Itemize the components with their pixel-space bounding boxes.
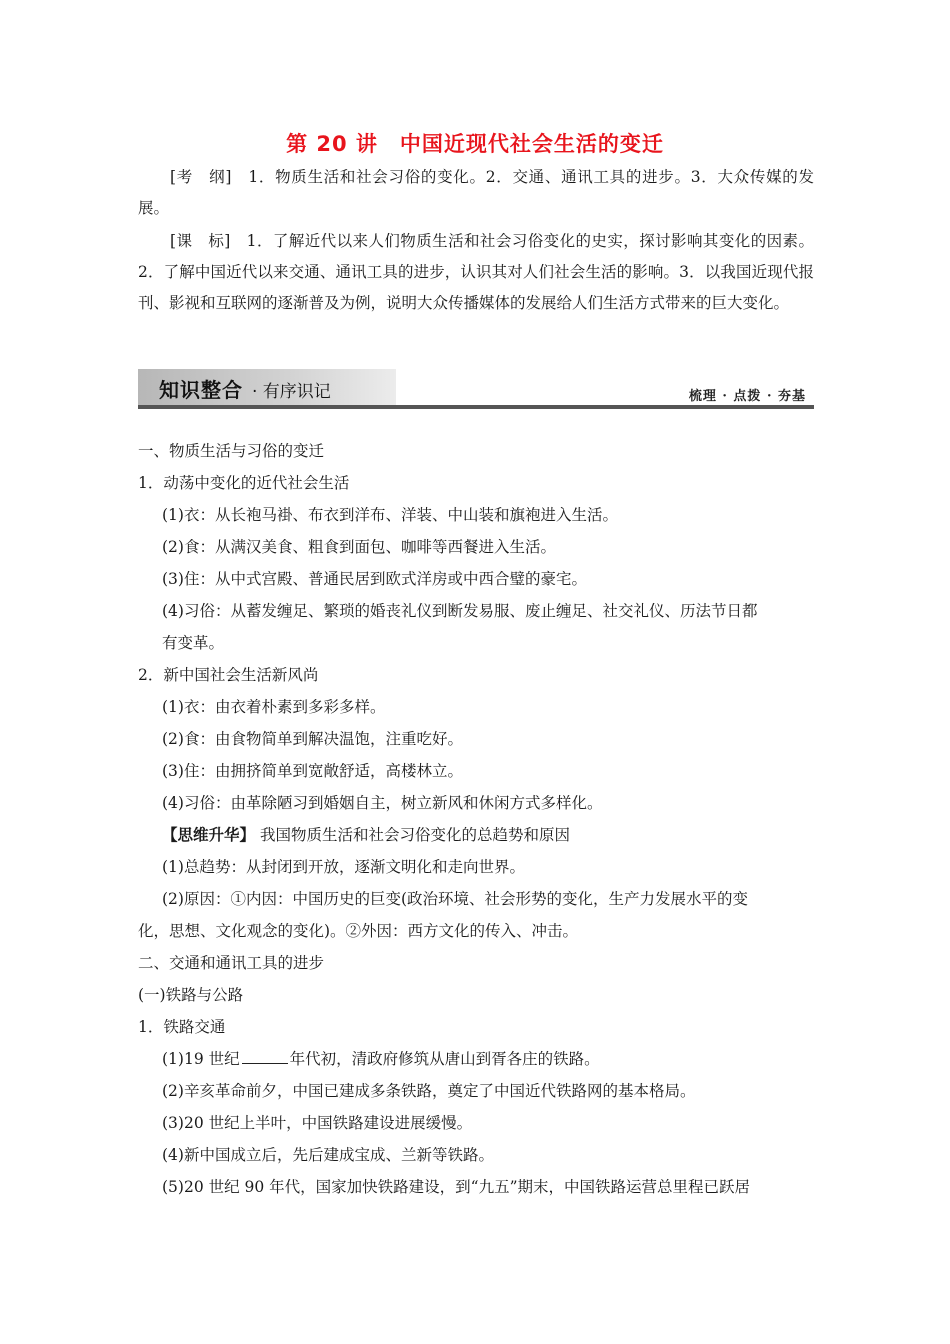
page-title: 第 20 讲 中国近现代社会生活的变迁	[286, 132, 664, 156]
fill-in-blank	[242, 1049, 288, 1064]
banner-rule	[138, 405, 814, 409]
list-item: (4)新中国成立后，先后建成宝成、兰新等铁路。	[162, 1146, 494, 1164]
list-item: (2)食：由食物简单到解决温饱，注重吃好。	[162, 730, 463, 748]
subheading-1-2: 2．新中国社会生活新风尚	[138, 666, 319, 684]
list-item: (3)住：从中式宫殿、普通民居到欧式洋房或中西合璧的豪宅。	[162, 570, 587, 588]
kebiao-label: [课 标]	[170, 232, 231, 250]
fill-suffix: 年代初，清政府修筑从唐山到胥各庄的铁路。	[289, 1050, 600, 1068]
kebiao-text: 1．了解近代以来人们物质生活和社会习俗变化的史实，探讨影响其变化的因素。2．了解中国近代以来交通、通讯工具的进步，认识其对人们社会生活的影响。3．以我国近现代报刊、影视和互联网的逐渐普及为例，说明大众传播媒体的发展给人们生活方式带来的巨大变化。	[138, 232, 814, 312]
list-item: (1)总趋势：从封闭到开放，逐渐文明化和走向世界。	[162, 858, 525, 876]
list-item-with-blank	[162, 1049, 600, 1069]
thinking-upgrade-text: 我国物质生活和社会习俗变化的总趋势和原因	[259, 826, 570, 844]
list-item: (4)习俗：由革除陋习到婚姻自主，树立新风和休闲方式多样化。	[162, 794, 603, 812]
list-item-continued: 化，思想、文化观念的变化)。②外因：西方文化的传入、冲击。	[138, 922, 579, 940]
subheading-2-1: 1．铁路交通	[138, 1018, 226, 1036]
kaogang-text: 1．物质生活和社会习俗的变化。2．交通、通讯工具的进步。3．大众传媒的发展。	[138, 168, 814, 217]
kebiao-paragraph	[138, 226, 814, 319]
subheading-1-1: 1．动荡中变化的近代社会生活	[138, 474, 350, 492]
banner-subtitle: · 有序识记	[252, 382, 331, 402]
thinking-upgrade-heading	[162, 825, 570, 845]
banner-title: 知识整合	[159, 378, 243, 402]
list-item: (2)辛亥革命前夕，中国已建成多条铁路，奠定了中国近代铁路网的基本格局。	[162, 1082, 696, 1100]
section-heading-1: 一、物质生活与习俗的变迁	[138, 442, 325, 460]
list-item: (1)衣：从长袍马褂、布衣到洋布、洋装、中山装和旗袍进入生活。	[162, 506, 618, 524]
list-item: (2)原因：①内因：中国历史的巨变(政治环境、社会形势的变化，生产力发展水平的变	[162, 890, 749, 908]
fill-prefix: (1)19 世纪	[162, 1050, 240, 1068]
list-item: (2)食：从满汉美食、粗食到面包、咖啡等西餐进入生活。	[162, 538, 556, 556]
list-item: (4)习俗：从蓄发缠足、繁琐的婚丧礼仪到断发易服、废止缠足、社交礼仪、历法节日都	[162, 602, 758, 620]
kaogang-paragraph	[138, 162, 814, 224]
list-item: (3)20 世纪上半叶，中国铁路建设进展缓慢。	[162, 1114, 473, 1132]
thinking-upgrade-label: 【思维升华】	[162, 825, 256, 844]
subheading-2-a: (一)铁路与公路	[138, 986, 244, 1004]
list-item: (1)衣：由衣着朴素到多彩多样。	[162, 698, 386, 716]
kaogang-label: [考 纲]	[170, 168, 232, 186]
list-item: (5)20 世纪 90 年代，国家加快铁路建设，到“九五”期末，中国铁路运营总里程已跃居	[162, 1178, 751, 1196]
banner-right-label: 梳理 · 点拨 · 夯基	[688, 389, 806, 404]
section-banner	[138, 369, 814, 411]
list-item-continued: 有变革。	[162, 634, 225, 652]
list-item: (3)住：由拥挤简单到宽敞舒适，高楼林立。	[162, 762, 463, 780]
section-heading-2: 二、交通和通讯工具的进步	[138, 954, 325, 972]
